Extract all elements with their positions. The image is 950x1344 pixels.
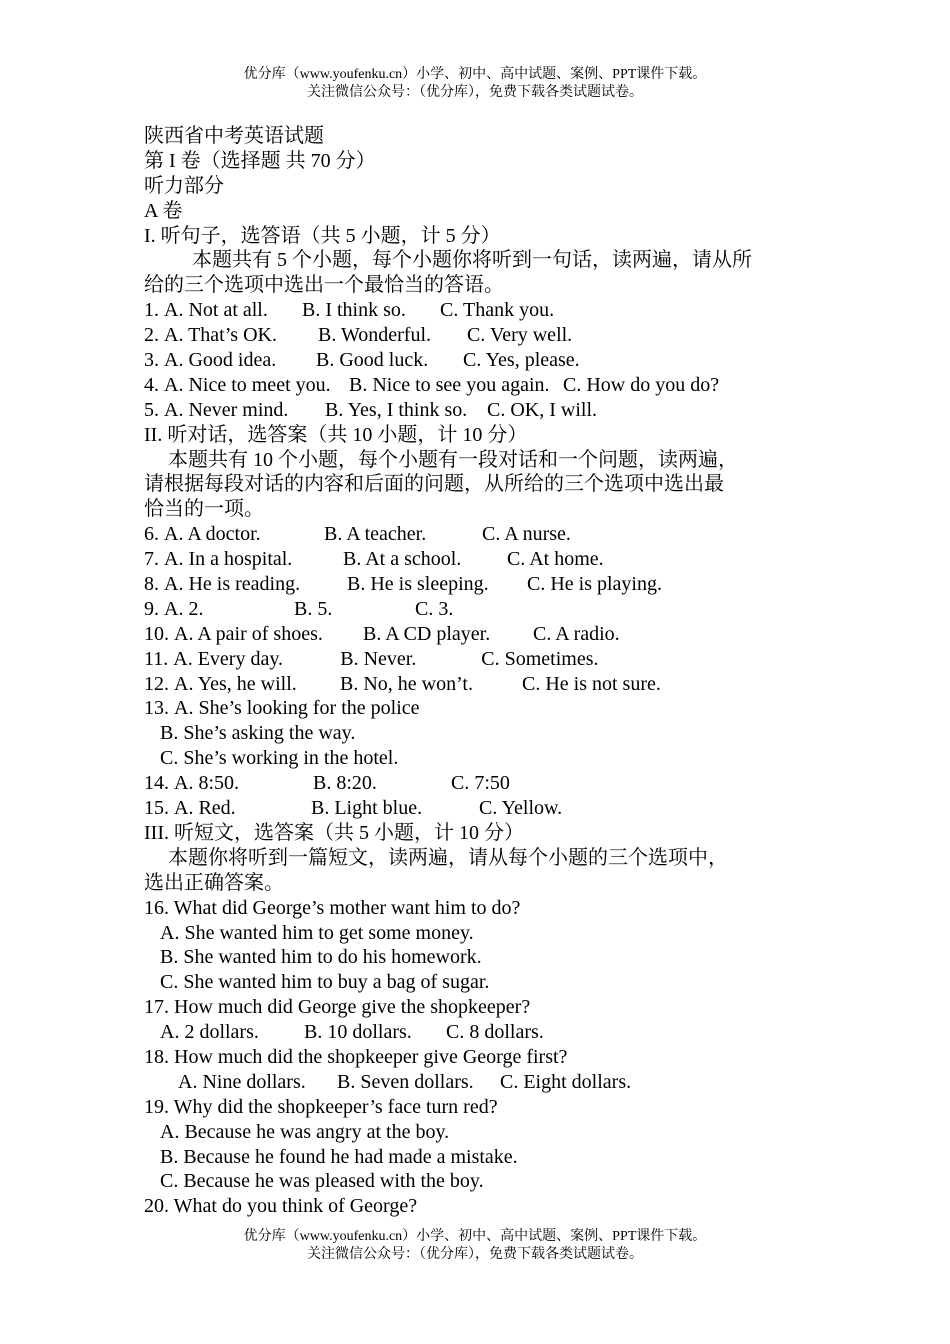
option-a: A. Not at all. bbox=[164, 299, 268, 322]
option-c: C. Eight dollars. bbox=[500, 1070, 632, 1093]
question-17-stem: 17. How much did George give the shopkeeper? bbox=[144, 996, 531, 1019]
footer-line-1: 优分库（www.youfenku.cn）小学、初中、高中试题、案例、PPT课件下载。 bbox=[243, 1229, 707, 1244]
question-number: 7. bbox=[144, 548, 159, 571]
option-a: A. A doctor. bbox=[164, 523, 261, 546]
exam-content bbox=[144, 124, 824, 1219]
question-number: 9. bbox=[144, 597, 159, 620]
option-c: C. Thank you. bbox=[440, 299, 555, 322]
question-1 bbox=[144, 298, 824, 323]
option-c: C. He is not sure. bbox=[522, 672, 661, 695]
option-c: C. Very well. bbox=[467, 324, 573, 347]
question-6 bbox=[144, 522, 824, 547]
option-b: B. He is sleeping. bbox=[347, 573, 489, 596]
question-14 bbox=[144, 771, 824, 796]
question-13-option-c: C. She’s working in the hotel. bbox=[160, 747, 399, 770]
section1-heading: I. 听句子，选答语（共 5 小题，计 5 分） bbox=[144, 224, 501, 247]
question-19-stem: 19. Why did the shopkeeper’s face turn red? bbox=[144, 1095, 498, 1118]
question-number: 13. bbox=[144, 697, 169, 720]
question-2 bbox=[144, 323, 824, 348]
section3-heading: III. 听短文，选答案（共 5 小题，计 10 分） bbox=[144, 821, 524, 844]
question-number: 6. bbox=[144, 523, 159, 546]
title-block bbox=[144, 124, 824, 224]
question-12 bbox=[144, 672, 824, 697]
question-number: 5. bbox=[144, 398, 159, 421]
question-19-option-b: B. Because he found he had made a mistake. bbox=[160, 1145, 518, 1168]
question-16-option-b: B. She wanted him to do his homework. bbox=[160, 946, 482, 969]
paper-title: A 卷 bbox=[144, 199, 183, 222]
option-b: B. A teacher. bbox=[324, 523, 427, 546]
question-8 bbox=[144, 572, 824, 597]
option-a: A. Red. bbox=[174, 797, 236, 820]
option-a: A. Never mind. bbox=[164, 398, 289, 421]
section3-instruction-line1: 本题你将听到一篇短文，读两遍，请从每个小题的三个选项中， bbox=[168, 846, 728, 869]
question-15 bbox=[144, 796, 824, 821]
option-c: C. 7:50 bbox=[451, 772, 510, 795]
option-c: C. Yellow. bbox=[479, 797, 563, 820]
part-title: 听力部分 bbox=[144, 174, 224, 197]
question-number: 2. bbox=[144, 324, 159, 347]
question-9 bbox=[144, 597, 824, 622]
option-c: C. OK, I will. bbox=[487, 398, 597, 421]
option-b: B. 10 dollars. bbox=[304, 1021, 412, 1044]
header-line-2: 关注微信公众号：（优分库），免费下载各类试题试卷。 bbox=[307, 85, 643, 100]
question-number: 3. bbox=[144, 349, 159, 372]
header-line-1: 优分库（www.youfenku.cn）小学、初中、高中试题、案例、PPT课件下载。 bbox=[243, 67, 707, 82]
option-c: C. 3. bbox=[415, 597, 454, 620]
question-10 bbox=[144, 622, 824, 647]
option-a: A. Nice to meet you. bbox=[164, 373, 331, 396]
option-b: B. At a school. bbox=[343, 548, 462, 571]
option-a: A. He is reading. bbox=[164, 573, 301, 596]
option-b: B. Seven dollars. bbox=[337, 1070, 474, 1093]
option-b: B. Good luck. bbox=[316, 349, 429, 372]
question-number: 8. bbox=[144, 573, 159, 596]
page-footer bbox=[0, 1228, 950, 1264]
option-b: B. A CD player. bbox=[363, 622, 491, 645]
question-number: 12. bbox=[144, 672, 169, 695]
option-c: C. Yes, please. bbox=[463, 349, 580, 372]
option-a: A. That’s OK. bbox=[164, 324, 277, 347]
option-c: C. At home. bbox=[507, 548, 604, 571]
option-a: A. Every day. bbox=[173, 647, 284, 670]
question-number: 4. bbox=[144, 373, 159, 396]
footer-line-2: 关注微信公众号：（优分库），免费下载各类试题试卷。 bbox=[307, 1247, 643, 1262]
question-4 bbox=[144, 373, 824, 398]
option-c: C. How do you do? bbox=[563, 373, 720, 396]
question-13-option-b: B. She’s asking the way. bbox=[160, 722, 356, 745]
option-a: A. 8:50. bbox=[174, 772, 239, 795]
question-number: 15. bbox=[144, 797, 169, 820]
volume-title: 第 I 卷（选择题 共 70 分） bbox=[144, 149, 376, 172]
option-c: C. A radio. bbox=[533, 622, 620, 645]
option-b: B. 5. bbox=[294, 597, 333, 620]
question-19-option-c: C. Because he was pleased with the boy. bbox=[160, 1170, 484, 1193]
question-17-options bbox=[144, 1020, 824, 1045]
question-16-option-a: A. She wanted him to get some money. bbox=[160, 921, 474, 944]
option-a: A. 2. bbox=[164, 597, 204, 620]
question-5 bbox=[144, 398, 824, 423]
question-20-stem: 20. What do you think of George? bbox=[144, 1195, 418, 1218]
section1-instruction-line2: 给的三个选项中选出一个最恰当的答语。 bbox=[144, 274, 504, 297]
option-a: A. She’s looking for the police bbox=[174, 697, 420, 720]
option-b: B. Yes, I think so. bbox=[325, 398, 468, 421]
option-a: A. A pair of shoes. bbox=[174, 622, 323, 645]
section3-instruction-line2: 选出正确答案。 bbox=[144, 871, 284, 894]
option-b: B. Never. bbox=[340, 647, 417, 670]
option-b: B. 8:20. bbox=[313, 772, 377, 795]
question-7 bbox=[144, 547, 824, 572]
option-b: B. No, he won’t. bbox=[340, 672, 473, 695]
option-b: B. Light blue. bbox=[311, 797, 423, 820]
option-b: B. Wonderful. bbox=[318, 324, 432, 347]
page-header bbox=[0, 66, 950, 102]
question-number: 11. bbox=[144, 647, 169, 670]
question-3 bbox=[144, 348, 824, 373]
question-number: 1. bbox=[144, 299, 159, 322]
section2-instruction-line3: 恰当的一项。 bbox=[144, 498, 264, 521]
section2-heading: II. 听对话，选答案（共 10 小题，计 10 分） bbox=[144, 423, 528, 446]
option-b: B. Nice to see you again. bbox=[349, 373, 550, 396]
question-18-stem: 18. How much did the shopkeeper give George first? bbox=[144, 1045, 568, 1068]
question-number: 14. bbox=[144, 772, 169, 795]
question-13 bbox=[144, 696, 824, 721]
exam-title: 陕西省中考英语试题 bbox=[144, 125, 324, 147]
question-19-option-a: A. Because he was angry at the boy. bbox=[160, 1120, 450, 1143]
question-16-option-c: C. She wanted him to buy a bag of sugar. bbox=[160, 971, 490, 994]
option-c: C. 8 dollars. bbox=[446, 1021, 544, 1044]
section2-instruction-line1: 本题共有 10 个小题，每个小题有一段对话和一个问题，读两遍， bbox=[168, 448, 738, 471]
option-c: C. He is playing. bbox=[527, 573, 662, 596]
question-11 bbox=[144, 647, 824, 672]
section2-instruction-line2: 请根据每段对话的内容和后面的问题，从所给的三个选项中选出最 bbox=[144, 473, 724, 496]
option-a: A. Nine dollars. bbox=[178, 1070, 306, 1093]
option-a: A. Yes, he will. bbox=[174, 672, 297, 695]
question-number: 10. bbox=[144, 622, 169, 645]
option-a: A. In a hospital. bbox=[164, 548, 293, 571]
option-c: C. A nurse. bbox=[482, 523, 571, 546]
option-a: A. Good idea. bbox=[164, 349, 277, 372]
option-c: C. Sometimes. bbox=[481, 647, 599, 670]
section1-instruction-line1: 本题共有 5 个小题，每个小题你将听到一句话，读两遍，请从所 bbox=[192, 249, 752, 272]
question-18-options bbox=[144, 1070, 824, 1095]
option-a: A. 2 dollars. bbox=[160, 1021, 259, 1044]
option-b: B. I think so. bbox=[302, 299, 406, 322]
question-16-stem: 16. What did George’s mother want him to do? bbox=[144, 896, 521, 919]
